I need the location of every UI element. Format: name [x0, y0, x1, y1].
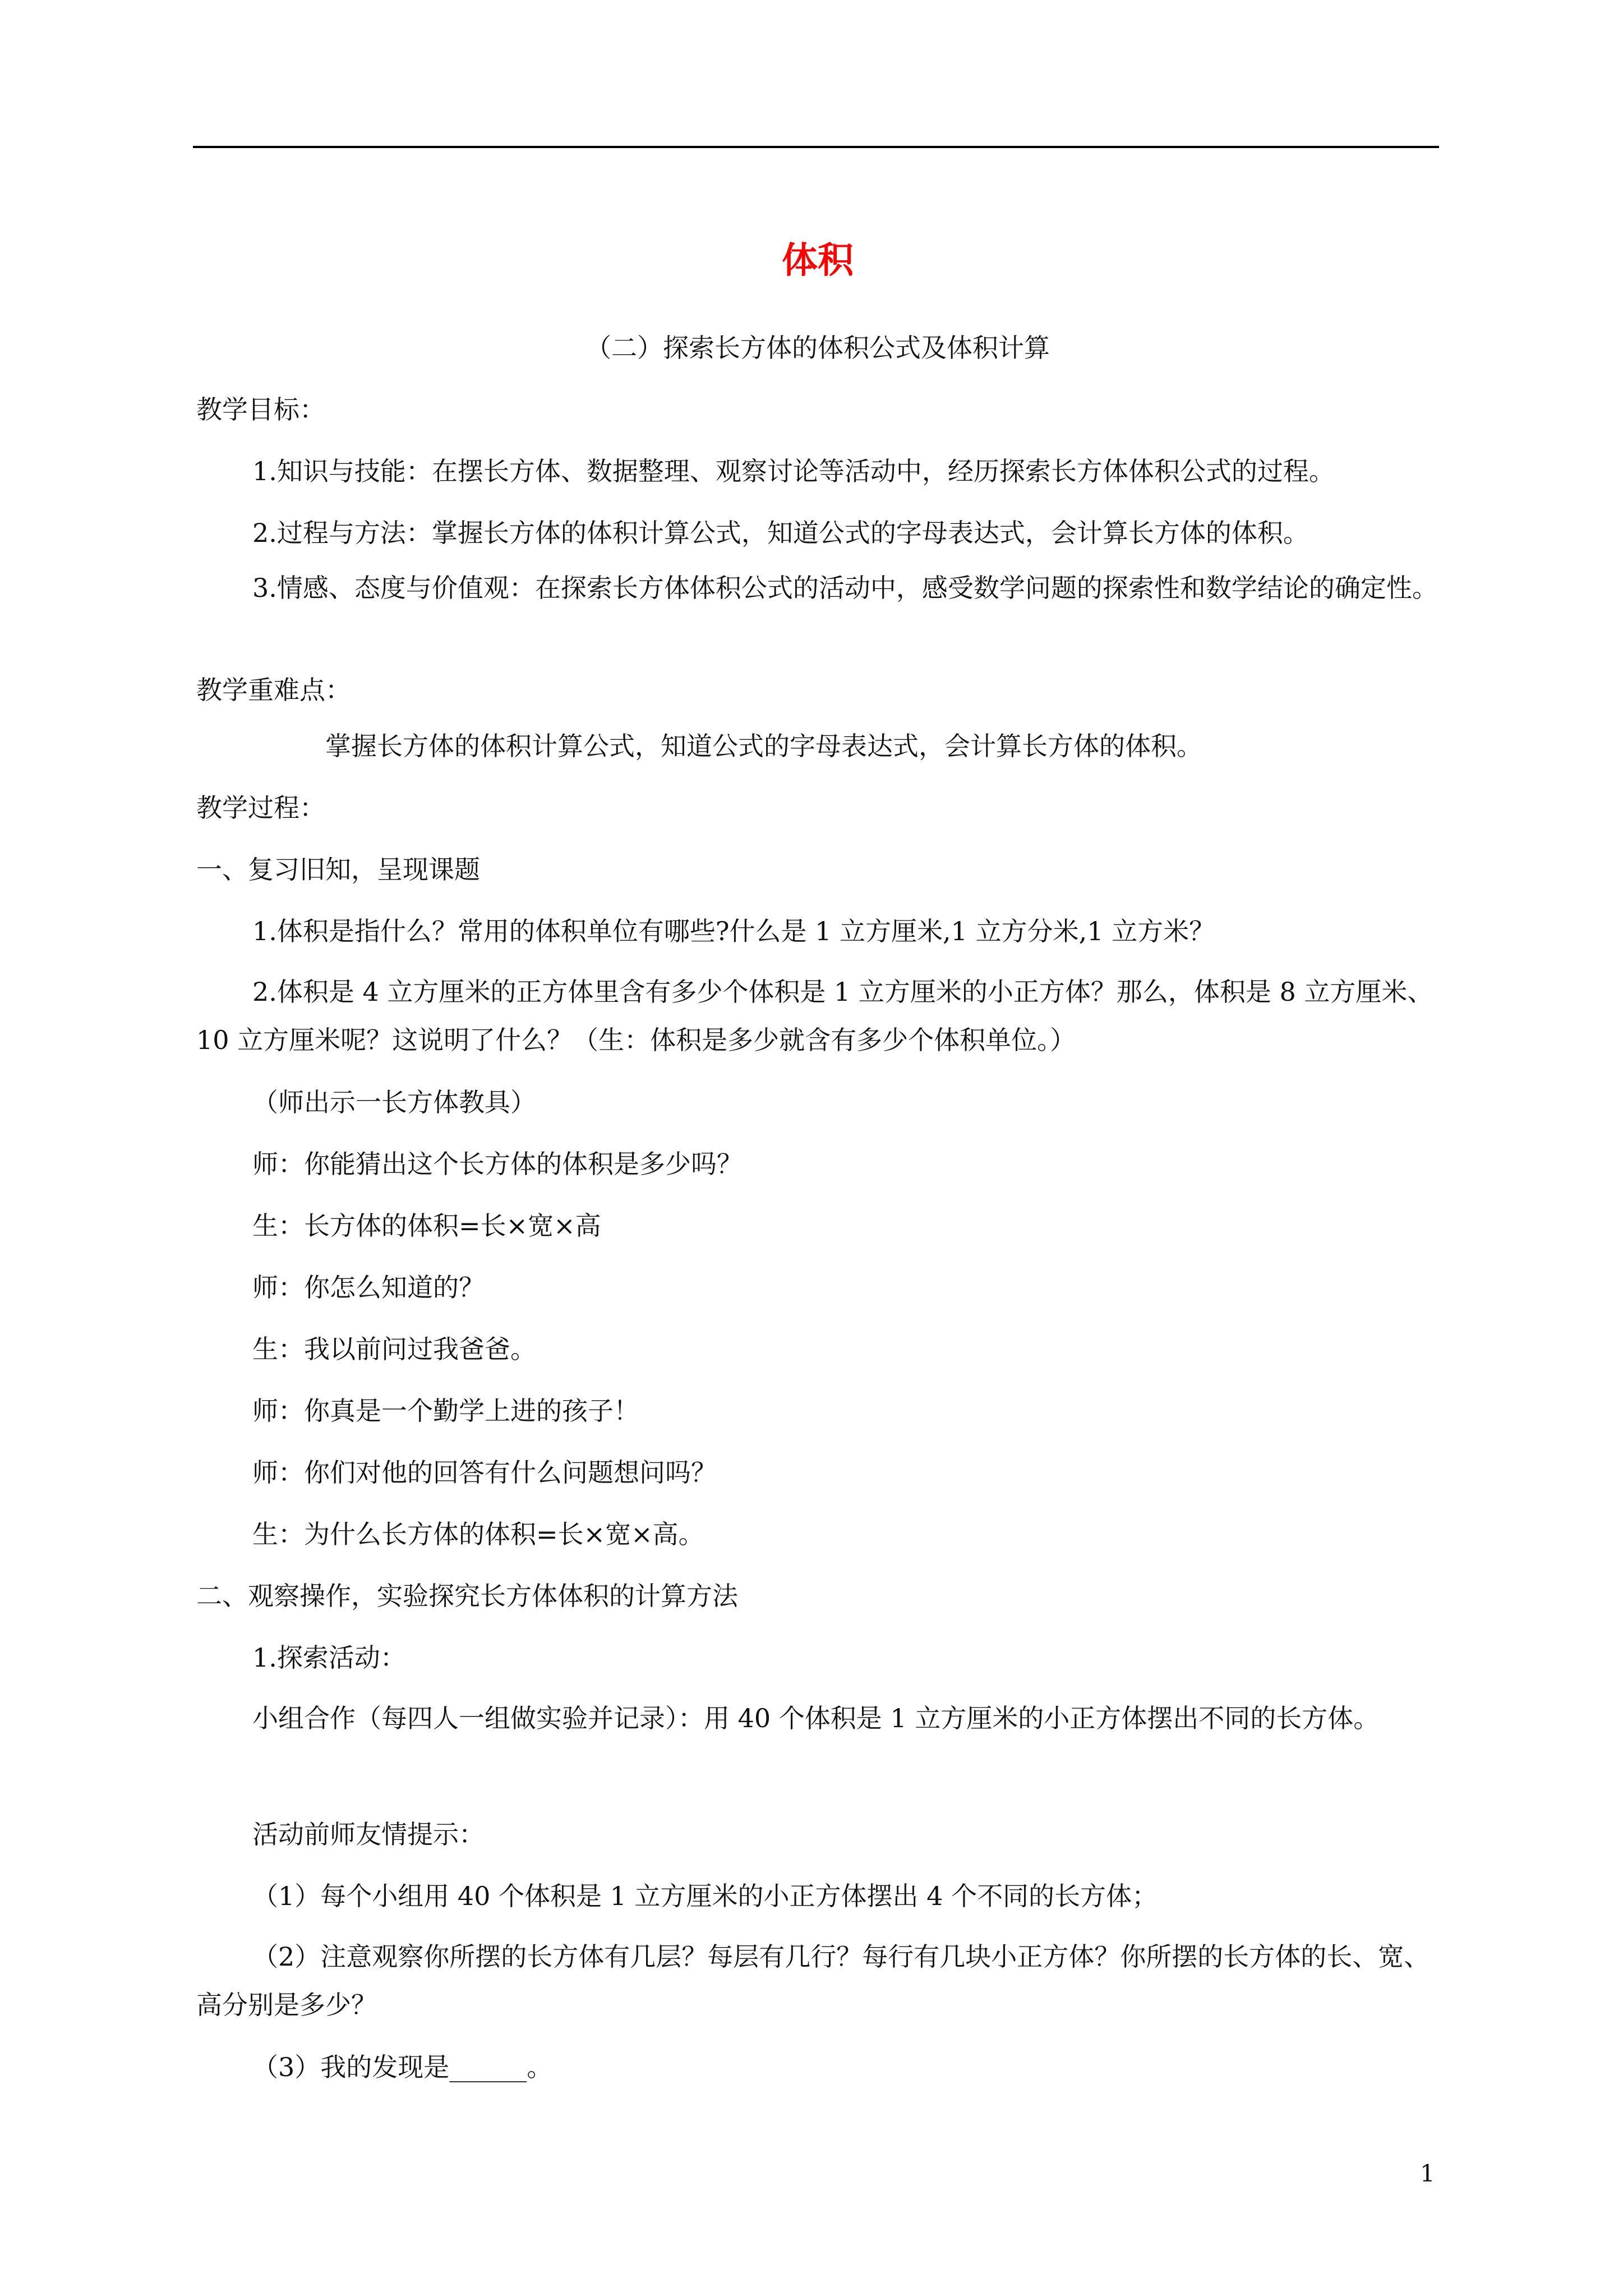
teacher-aid: （师出示一长方体教具）: [252, 1087, 536, 1117]
dialog-line-5: 师：你真是一个勤学上进的孩子！: [252, 1396, 639, 1426]
process-heading: 教学过程：: [196, 793, 325, 823]
part-2-heading: 二、观察操作，实验探究长方体体积的计算方法: [196, 1581, 738, 1611]
key-point: 掌握长方体的体积计算公式，知道公式的字母表达式，会计算长方体的体积。: [325, 731, 1202, 761]
tip-1: （1）每个小组用 40 个体积是 1 立方厘米的小正方体摆出 4 个不同的长方体；: [252, 1881, 1158, 1911]
key-heading: 教学重难点：: [196, 675, 351, 705]
goal-3: 3.情感、态度与价值观：在探索长方体体积公式的活动中，感受数学问题的探索性和数学结论的确定性。: [252, 573, 1438, 603]
goals-heading: 教学目标：: [196, 394, 325, 425]
review-question-1: 1.体积是指什么？常用的体积单位有哪些?什么是 1 立方厘米,1 立方分米,1 立方米？: [252, 916, 1215, 946]
tips-heading: 活动前师友情提示：: [252, 1819, 485, 1849]
activity-heading: 1.探索活动：: [252, 1642, 406, 1673]
page-number: 1: [1420, 2160, 1435, 2187]
goal-2: 2.过程与方法：掌握长方体的体积计算公式，知道公式的字母表达式，会计算长方体的体积。: [252, 518, 1309, 548]
activity-description: 小组合作（每四人一组做实验并记录）：用 40 个体积是 1 立方厘米的小正方体摆出不同的长方体。: [252, 1703, 1380, 1733]
document-title: 体积: [782, 240, 854, 282]
tip-2: （2）注意观察你所摆的长方体有几层？每层有几行？每行有几块小正方体？你所摆的长方体的长、宽、高分别是多少？: [196, 1941, 1430, 2020]
header-rule: [193, 146, 1439, 148]
tip-3: （3）我的发现是______。: [252, 2052, 553, 2082]
dialog-line-1: 师：你能猜出这个长方体的体积是多少吗？: [252, 1149, 743, 1179]
part-1-heading: 一、复习旧知，呈现课题: [196, 854, 480, 885]
review-question-2: 2.体积是 4 立方厘米的正方体里含有多少个体积是 1 立方厘米的小正方体？那么，体积是 8 立方厘米、10 立方厘米呢？这说明了什么？（生：体积是多少就含有多少个体积单位。）: [196, 977, 1433, 1055]
dialog-line-6: 师：你们对他的回答有什么问题想问吗？: [252, 1457, 717, 1488]
dialog-line-3: 师：你怎么知道的？: [252, 1272, 485, 1303]
document-subtitle: （二）探索长方体的体积公式及体积计算: [585, 333, 1050, 363]
dialog-line-7: 生：为什么长方体的体积=长×宽×高。: [252, 1519, 704, 1549]
dialog-line-2: 生：长方体的体积=长×宽×高: [252, 1211, 601, 1241]
goal-1: 1.知识与技能：在摆长方体、数据整理、观察讨论等活动中，经历探索长方体体积公式的过程。: [252, 456, 1335, 486]
dialog-line-4: 生：我以前问过我爸爸。: [252, 1334, 536, 1364]
